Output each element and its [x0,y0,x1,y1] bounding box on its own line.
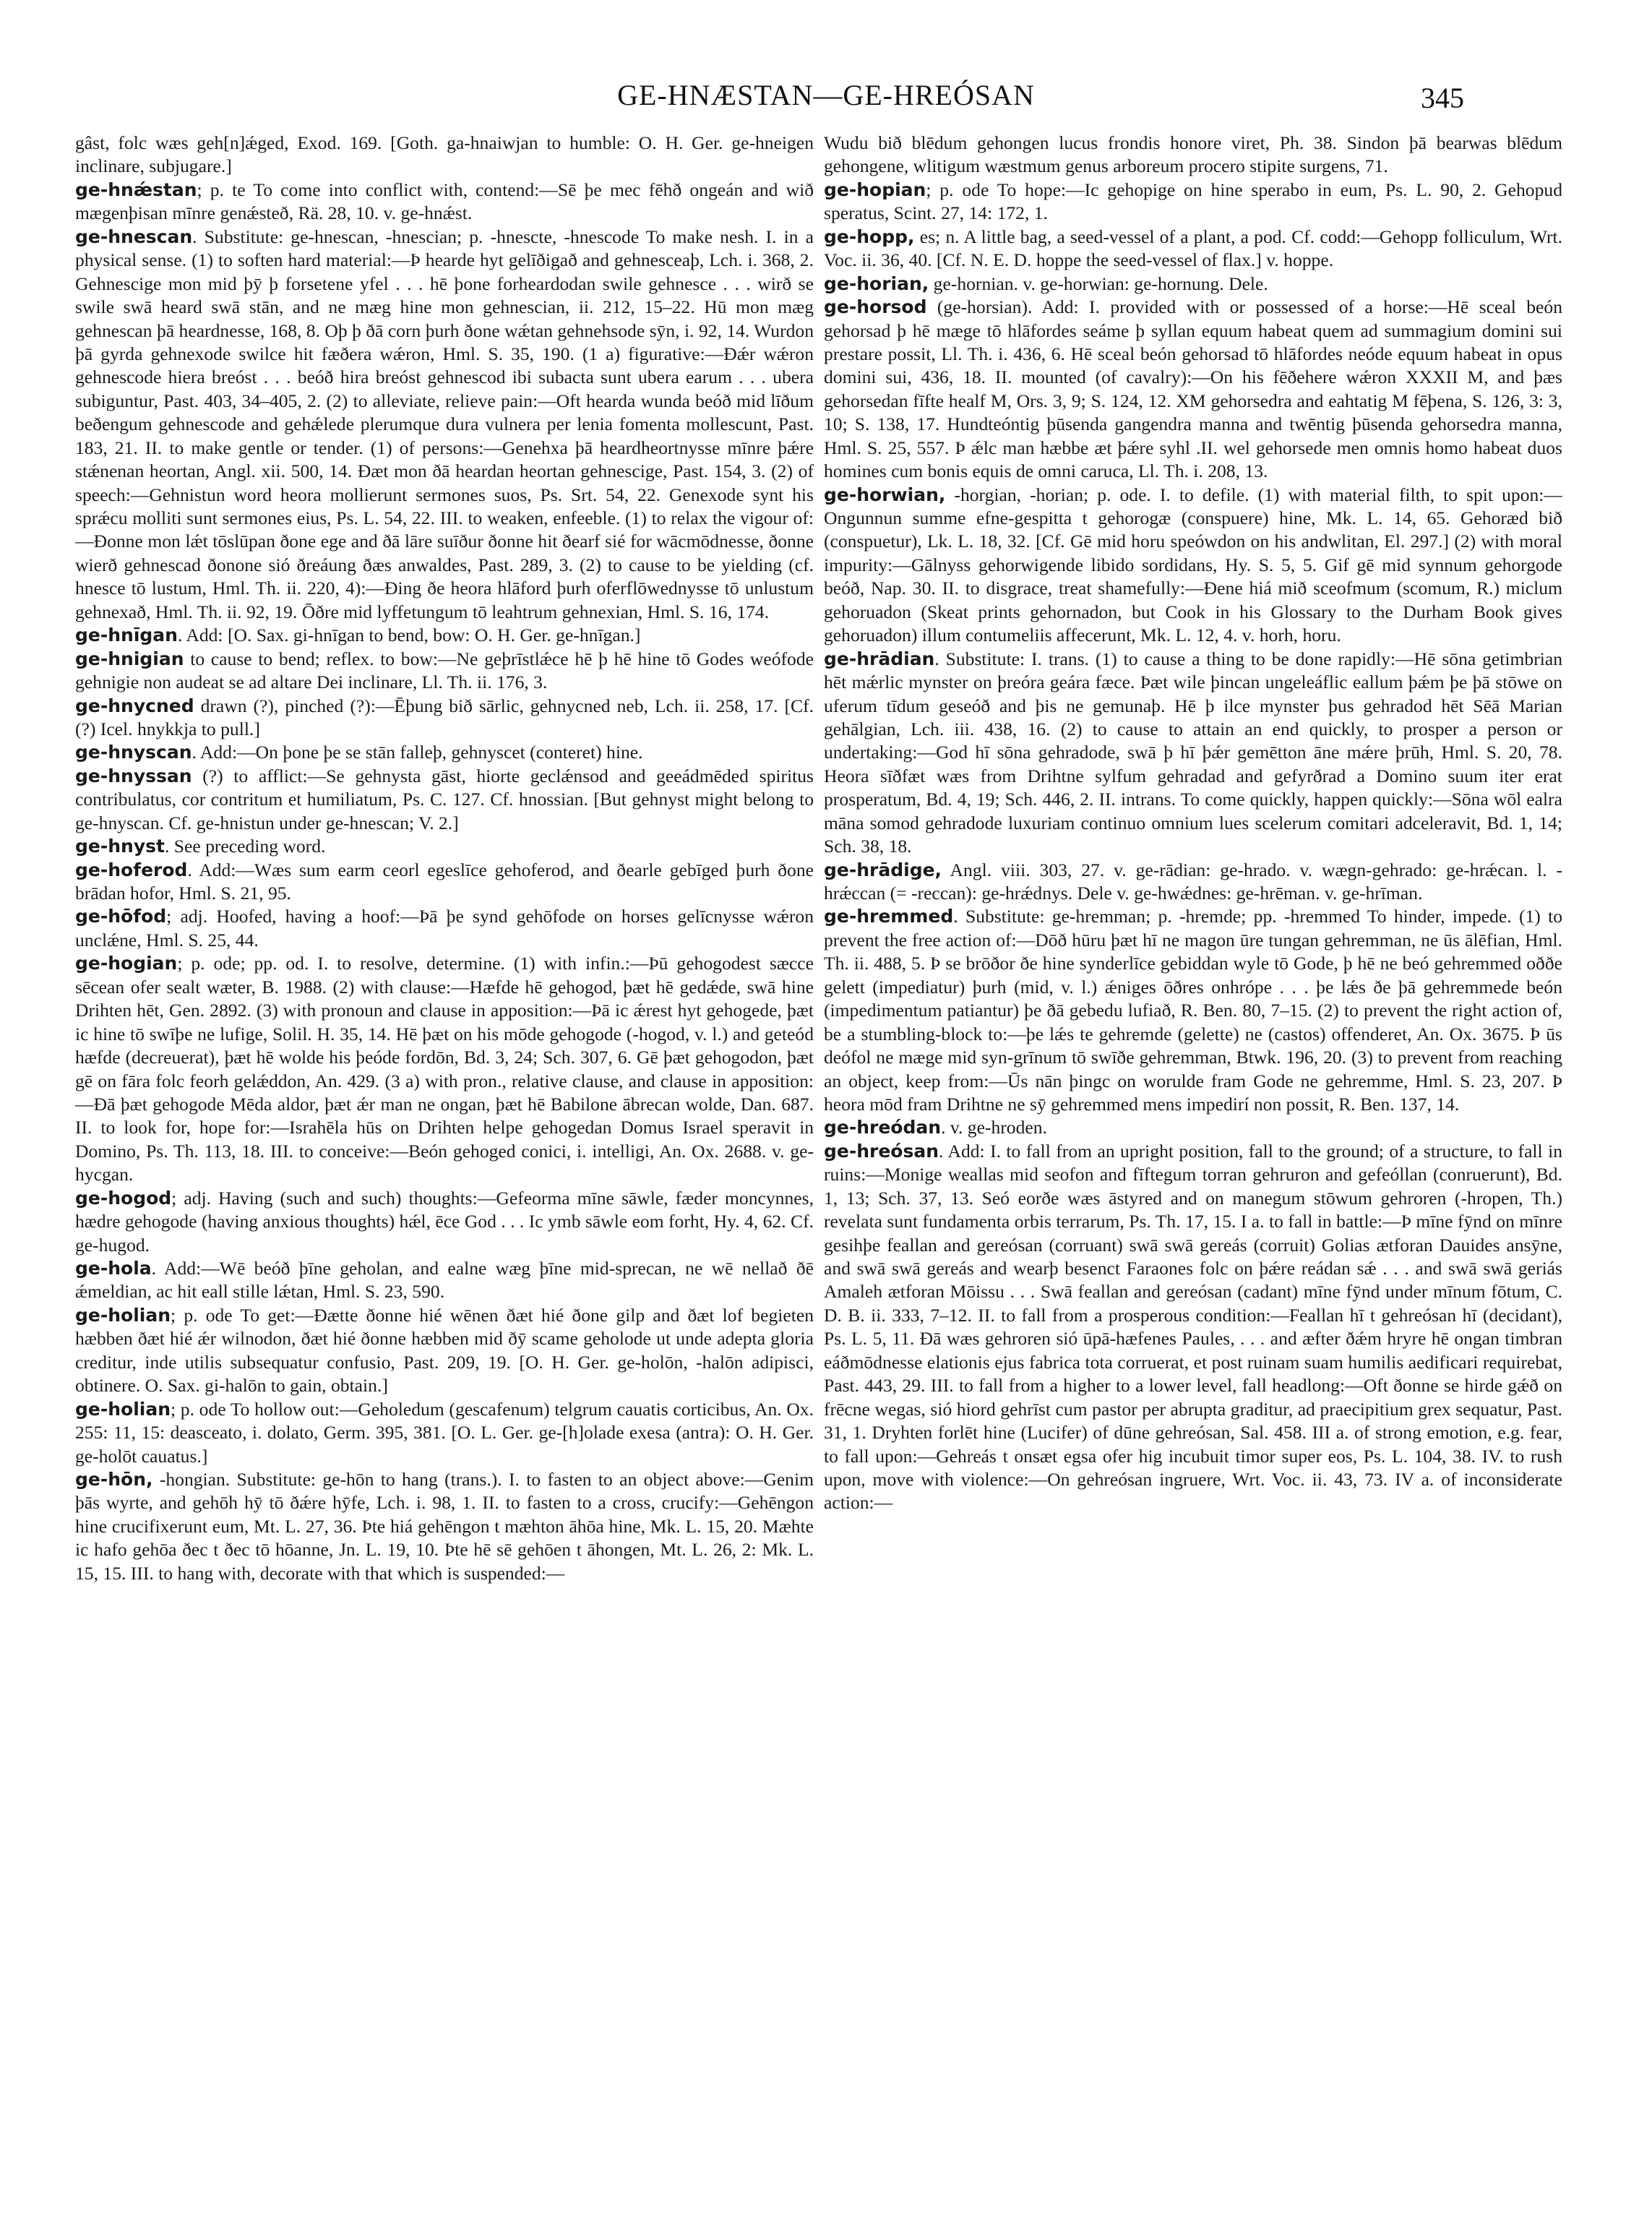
dictionary-entry: ge-hogian; p. ode; pp. od. I. to resolve, determine. (1) with infin.:—Þū gehogodest sæcce sēcean ofer sealt wæter, B. 1988. (2) with clause:—Hæfde hē gehogod, þæt hē gedǽde, swā hine Drihten hēt, Gen. 2892. (3) with pronoun and clause in apposition:—Þā ic ǽrest hyt gehogede, þæt ic hine tō swīþe ne lufige, Solil. H. 35, 14. Hē þæt on his mōde gehogode (-hogod, v. l.) and geteód hæfde (decreuerat), þæt hē wolde his þeóde fordōn, Bd. 3, 24; Sch. 307, 6. Gē þæt gehogodon, þæt gē on fāra folc feorh gelǽddon, An. 429. (3 a) with pron., relative clause, and clause in apposition:—Ðā þæt gehogode Mēda aldor, þæt ǽr man ne ongan, þæt hē Babilone ābrecan wolde, Dan. 687. II. to look for, hope for:—Israhēla hūs on Drihten helpe gehogedan Domus Israel speravit in Domino, Ps. Th. 113, 18. III. to conceive:—Beón gehoged conici, i. intelligi, An. Ox. 2688. v. ge-hycgan. [75,953,814,1185]
headword: ge-hōn, [75,1468,153,1490]
dictionary-entry: ge-horwian, -horgian, -horian; p. ode. I. to defile. (1) with material filth, to spit upon:—Ongunnun summe efne-gespitta t gehorogæ (conspuere) hine, Mk. L. 14, 65. Gehoræd bið (conspuetur), Lk. L. 18, 32. [Cf. Gē mid horu speówdon on his andwlitan, El. 297.] (2) with moral impurity:—Gālnyss gehorwigende libido sordidans, Hy. S. 5, 5. Gif gē mid synnum gehorgode beóð, Nap. 30. II. to disgrace, treat shamefully:—Ðene hiá mið sceofmum (scomum, R.) miclum gehoruadon (Skeat prints gehornadon, but Cook in his Glossary to the Durham Book gives gehoruadon) illum contumeliis affecerunt, Mk. L. 12, 4. v. horh, horu. [824,484,1562,646]
dictionary-entry: ge-hnīgan. Add: [O. Sax. gi-hnīgan to bend, bow: O. H. Ger. ge-hnīgan.] [75,625,641,646]
dictionary-entry: gâst, folc wæs geh[n]ǽged, Exod. 169. [Goth. ga-hnaiwjan to humble: O. H. Ger. ge-hneigen inclinare, subjugare.] [75,132,814,177]
headword: ge-hoferod [75,859,188,880]
dictionary-entry: ge-hoferod. Add:—Wæs sum earm ceorl egeslīce gehoferod, and ðearle gebīged þurh ðone brādan hofor, Hml. S. 21, 95. [75,859,814,904]
headword: ge-horian, [824,273,929,294]
headword: ge-hogian [75,953,178,974]
headword: ge-hōfod [75,906,167,927]
headword: ge-hnyssan [75,765,192,786]
dictionary-entry: ge-hreódan. v. ge-hroden. [824,1117,1047,1138]
page-number: 345 [1421,82,1464,114]
running-head [0,78,1652,121]
dictionary-entry: ge-hnyst. See preceding word. [75,836,326,857]
dictionary-entry: ge-holian; p. ode To get:—Ðætte ðonne hié wēnen ðæt hié ðone gilp and ðæt lof begieten hæbben ðæt hié ǽr wilnodon, ðæt hié ðonne hæbben mid ðȳ scame geholode ut unde adepta gloria creditur, inde utilis subsequatur confusio, Past. 209, 19. [O. H. Ger. ge-holōn, -halōn adipisci, obtinere. O. Sax. gi-halōn to gain, obtain.] [75,1304,814,1397]
dictionary-entry: ge-hnyssan (?) to afflict:—Se gehnysta gāst, hiorte geclǽnsod and geeádmēded spiritus contribulatus, cor contritum et humiliatum, Ps. C. 127. Cf. hnossian. [But gehnyst might belong to ge-hnyscan. Cf. ge-hnistun under ge-hnescan; V. 2.] [75,765,814,833]
headword: ge-hreósan [824,1140,939,1162]
headword: ge-hopp, [824,226,915,247]
headword: ge-hnescan [75,226,193,247]
headword: ge-hnyst [75,836,165,857]
headword: ge-hogod [75,1187,172,1209]
dictionary-entry: ge-hreósan. Add: I. to fall from an upright position, fall to the ground; of a structure, to fall in ruins:—Monige weallas mid seofon and fīftegum torran gehruron and gefeóllan (conruerunt), Bd. 1, 13; Sch. 37, 13. Seó eorðe wæs āstyred and on manegum stōwum gehroren (-hropen, Th.) revelata sunt fundamenta orbis terrarum, Ps. Th. 17, 15. I a. to fall in battle:—Þ mīne fȳnd on mīnre gesihþe feallan and gereósan (corruant) swā swā gereás (corruit) Golias ætforan Dauides ansȳne, and swā swā gereás and wearþ besenct Faraones folc on þǽre reádan sǽ . . . and swā swā geriás Amaleh ætforan Mōissu . . . Swā feallan and gereósan (cadant) mīne fȳnd under mīnum fōtum, C. D. B. ii. 333, 7–12. II. to fall from a prosperous condition:—Feallan hī t gehreósan hī (decidant), Ps. L. 5, 11. Ðā wæs gehroren sió ūpā-hæfenes Paules, . . . and æfter ðǽm hryre hē ongan timbran eáðmōdnesse elationis ejus fabrica tota corruerat, et post ruinam suam humilis aedificari requirebat, Past. 443, 29. III. to fall from a higher to a lower level, fall headlong:—Oft ðonne se hirde gǽð on frēcne wegas, sió hiord gehrīst cum pastor per abrupta graditur, ad praecipitium grex sequatur, Past. 31, 1. Dryhten forlēt hine (Lucifer) of dūne gehreósan, Sal. 458. III a. of strong emotion, e.g. fear, to fall upon:—Gehreás t onsæt egsa ofer hig incubuit timor super eos, Ps. L. 104, 38. IV. to rush upon, move with violence:—On gehreósan ingruere, Wrt. Voc. ii. 43, 73. IV a. of inconsiderate action:— [824,1140,1562,1514]
dictionary-entry: ge-hola. Add:—Wē beóð þīne geholan, and ealne wæg þīne mid-sprecan, ne wē nellað ðē ǽmeldian, ac hit eall stille lǽtan, Hml. S. 23, 590. [75,1258,814,1303]
headword: ge-hnycned [75,695,194,716]
headword: ge-hrādian [824,648,935,669]
headword: ge-horwian, [824,484,946,505]
dictionary-entry: ge-horian, ge-hornian. v. ge-horwian: ge-hornung. Dele. [824,273,1268,294]
dictionary-entry: ge-horsod (ge-horsian). Add: I. provided with or possessed of a horse:—Hē sceal beón gehorsad þ hē mæge tō hlāfordes seáme þ syllan equum habeat quem ad summagium domini sui prestare possit, Ll. Th. i. 436, 6. Hē sceal beón gehorsad tō hlāfordes neóde equum habeat in opus domini sui, 436, 18. II. mounted (of cavalry):—On his fēðehere wǽron XXXII M, and þæs gehorsedan fīfte healf M, Ors. 3, 9; S. 124, 12. XM gehorsedra and eahtatig M fēþena, S. 126, 3: 3, 10; S. 138, 17. Hundteóntig þūsenda gangendra manna and twēntig þūsenda gehorsedra manna, Hml. S. 25, 557. Þ ǽlc man hæbbe æt þǽre syhl .II. wel gehorsede men omnis homo habeat duos homines cum bonis equis de omni caruca, Ll. Th. i. 208, 13. [824,296,1562,482]
dictionary-entry: ge-hremmed. Substitute: ge-hremman; p. -hremde; pp. -hremmed To hinder, impede. (1) to prevent the free action of:—Dōð hūru þæt hī ne magon ūre tungan gehremman, ne ūs ālēfian, Hml. Th. ii. 488, 5. Þ se brōðor ðe hine synderlīce gebiddan wyle tō Gode, þ hē ne beó gehremmed oððe gelett (impediatur) þurh (mid, v. l.) ǽniges ōðres onhrópe . . . þe lǽs ðe þā gehremmede beón (impedimentum patiantur) þe ðā gebedu lufiað, R. Ben. 80, 7–15. (2) to prevent the right action of, be a stumbling-block to:—þe lǽs te gehremde (gelette) ne (castos) offenderet, An. Ox. 3675. Þ ūs deófol ne mæge mid syn-grīnum tō swīðe gehremman, Btwk. 196, 20. (3) to prevent from reaching an object, keep from:—Ūs nān þingc on worulde fram Gode ne gehremme, Hml. S. 23, 207. Þ heora mōd fram Drihtne ne sȳ gehremmed mens impedirí non possit, R. Ben. 137, 14. [824,906,1562,1115]
headword: ge-hnīgan [75,625,178,646]
left-column [75,132,814,2155]
headword: ge-horsod [824,296,927,318]
dictionary-entry: ge-hnyscan. Add:—On þone þe se stān falleþ, gehnyscet (conteret) hine. [75,742,643,763]
dictionary-entry: ge-hopian; p. ode To hope:—Ic gehopige on hine sperabo in eum, Ps. L. 90, 2. Gehopud speratus, Scint. 27, 14: 172, 1. [824,179,1562,224]
headword: ge-hnigian [75,648,184,669]
dictionary-entry: ge-hnigian to cause to bend; reflex. to bow:—Ne geþrīstlǽce hē þ hē hine tō Godes weófode gehnigie non audeat se ad altare Dei inclinare, Ll. Th. ii. 176, 3. [75,648,814,693]
dictionary-entry: ge-hogod; adj. Having (such and such) thoughts:—Gefeorma mīne sāwle, fæder moncynnes, hædre gehogode (having anxious thoughts) hǽl, ēce God . . . Ic ymb sāwle eom forht, Hy. 4, 62. Cf. ge-hugod. [75,1187,814,1256]
right-column [824,132,1562,2155]
headword: ge-hola [75,1258,152,1279]
dictionary-entry: ge-holian; p. ode To hollow out:—Geholedum (gescafenum) telgrum cauatis corticibus, An. Ox. 255: 11, 15: deasceato, i. dolato, Germ. 395, 381. [O. L. Ger. ge-[h]olade exesa (antra): O. H. Ger. ge-holōt cauatus.] [75,1398,814,1467]
headword: ge-hreódan [824,1117,942,1138]
headword: ge-holian [75,1304,171,1326]
headword: ge-hnyscan [75,742,192,763]
dictionary-entry: ge-hōn, -hongian. Substitute: ge-hōn to hang (trans.). I. to fasten to an object above:—Genim þās wyrte, and gehōh hȳ tō ðǽre hȳfe, Lch. i. 98, 1. II. to fasten to a cross, crucify:—Gehēngon hine crucifixerunt eum, Mt. L. 27, 36. Þte hiá gehēngon t mæhton āhōa hine, Mk. L. 15, 20. Mæhte ic hafo gehōa ðec t ðec tō hōanne, Jn. L. 19, 10. Þte hē sē gehōen t āhongen, Mt. L. 26, 2: Mk. L. 15, 15. III. to hang with, decorate with that which is suspended:— [75,1468,814,1584]
headword: ge-hremmed [824,906,954,927]
dictionary-entry: ge-hrādige, Angl. viii. 303, 27. v. ge-rādian: ge-hrado. v. wægn-gehrado: ge-hrǽcan. l. -hrǽccan (= -reccan): ge-hrǽdnys. Dele v. ge-hwǽdnes: ge-hrēman. v. ge-hrīman. [824,859,1562,904]
headword: ge-hnǽstan [75,179,197,200]
page-title: GE-HNÆSTAN—GE-HREÓSAN [617,79,1035,111]
dictionary-entry: ge-hnǽstan; p. te To come into conflict with, contend:—Sē þe mec fēhð ongeán and wið mægenþisan mīnre genǽsteð, Rä. 28, 10. v. ge-hnǽst. [75,179,814,224]
headword: ge-hrādige, [824,859,942,880]
dictionary-entry: ge-hrādian. Substitute: I. trans. (1) to cause a thing to be done rapidly:—Hē sōna getimbrian hēt mǽrlic mynster on þreóra geára fæce. Þæt wile þincan ungeleáflic eallum þǽm þe þā stōwe on uferum tīdum geseóð and þis ne gemunaþ. Hē þ ilce mynster þus gehradod hēt Sēā Marian gehālgian, Lch. iii. 438, 16. (2) to cause to attain an end quickly, to prosper a person or undertaking:—God hī sōna gehradode, swā þ hī þǽr gemētton āne mǽre þrūh, Hml. S. 20, 78. Heora sīðfæt wæs from Drihtne sylfum gehradad and gefyrðrad a Domino suum iter erat prosperatum, Bd. 4, 19; Sch. 446, 2. II. intrans. To come quickly, happen quickly:—Sōna wōl ealra māna somod gehradode luxuriam continuo omnium lues scelerum comitari adceleravit, Bd. 1, 14; Sch. 38, 18. [824,648,1562,857]
dictionary-entry: Wudu bið blēdum gehongen lucus frondis honore viret, Ph. 38. Sindon þā bearwas blēdum gehongene, wlitigum wæstmum genus arboreum procero stipite surgens, 71. [824,132,1562,177]
headword: ge-hopian [824,179,926,200]
dictionary-entry: ge-hōfod; adj. Hoofed, having a hoof:—Þā þe synd gehōfode on horses gelīcnysse wǽron unclǽne, Hml. S. 25, 44. [75,906,814,951]
dictionary-entry: ge-hnescan. Substitute: ge-hnescan, -hnescian; p. -hnescte, -hnescode To make nesh. I. in a physical sense. (1) to soften hard material:—Þ hearde hyt gelīðigað and gehnesceaþ, Lch. i. 368, 2. Gehnescige mon mid þȳ þ forsetene yfel . . . hē þone forheardodan swile gehnesce . . . wirð se swile swā heard swā stān, and ne mæg hine mon gehnescian, ii. 212, 15–22. Hū mon mæg gehnescan þā heardnesse, 168, 8. Oþ þ ðā corn þurh ðone wǽtan gehnehsode sȳn, i. 92, 14. Wurdon þā gyrda gehnexode swilce hit fæðera wǽron, Hml. S. 35, 190. (1 a) figurative:—Ðǽr wǽron gehnescode hiera breóst . . . beóð hira breóst gehnescod ibi subacta sunt ubera earum . . . ubera subiguntur, Past. 403, 34–405, 2. (2) to alleviate, relieve pain:—Oft hearda wunda beóð mid līðum beðengum gehnescode and gehǽlede plerumque dura vulnera per lenia fomenta mollescunt, Past. 183, 21. II. to make gentle or tender. (1) of persons:—Genehxa þā heardheortnysse mīnre þǽre stǽnenan heortan, Angl. xii. 500, 14. Ðæt mon ðā heardan heortan gehnescige, Past. 154, 3. (2) of speech:—Gehnistun word heora mollierunt sermones suos, Ps. Srt. 54, 22. Genexode synt his sprǽcu molliti sunt sermones eius, Ps. L. 54, 22. III. to weaken, enfeeble. (1) to relax the vigour of:—Ðonne mon lǽt tōslūpan ðone ege and ðā lāre suīður ðonne hit ðearf sié for wācmōdnesse, ðonne wierð gehnescad ðonone sió ðreáung ðæs anwaldes, Past. 289, 3. (2) to cause to be yielding (cf. hnesce tō lustum, Hml. Th. ii. 220, 4):—Ðing ðe heora hlāford þurh oferflōwednysse tō unlustum gehnexað, Hml. Th. ii. 92, 19. Ōðre mid lyffetungum tō leahtrum gehnexian, Hml. S. 16, 174. [75,226,814,622]
dictionary-entry: ge-hnycned drawn (?), pinched (?):—Ēþung bið sārlic, gehnycned neb, Lch. ii. 258, 17. [Cf. (?) Icel. hnykkja to pull.] [75,695,814,739]
dictionary-entry: ge-hopp, es; n. A little bag, a seed-vessel of a plant, a pod. Cf. codd:—Gehopp folliculum, Wrt. Voc. ii. 36, 40. [Cf. N. E. D. hoppe the seed-vessel of flax.] v. hoppe. [824,226,1562,271]
headword: ge-holian [75,1398,171,1420]
